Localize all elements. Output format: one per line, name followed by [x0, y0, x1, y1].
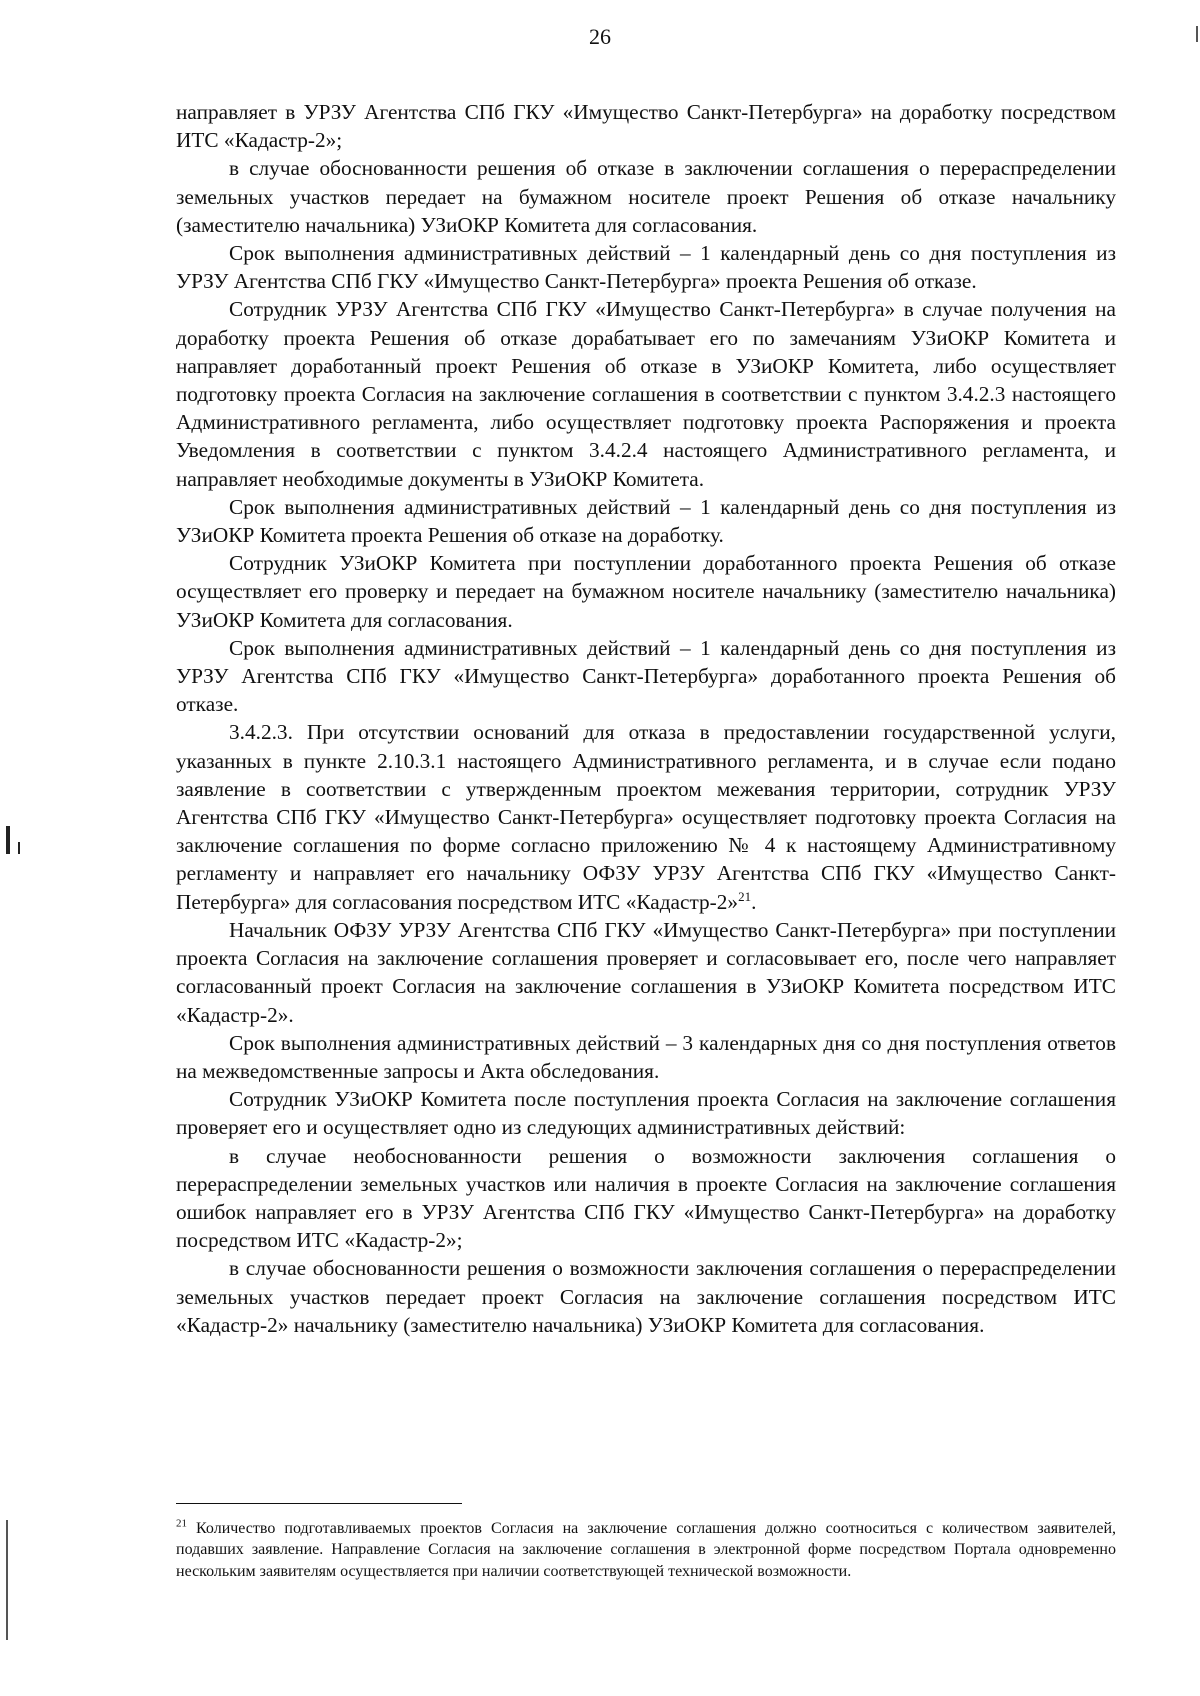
- footnote-reference: 21: [738, 888, 752, 904]
- paragraph: Срок выполнения административных действий – 3 календарных дня со дня поступления ответов на межведомственные запросы и Акта обследования.: [176, 1030, 1116, 1083]
- footnote-number: 21: [176, 1517, 187, 1530]
- scan-mark-left-bottom: [6, 1520, 8, 1640]
- footnote-text: Количество подготавливаемых проектов Согласия на заключение соглашения должно соотноситься с количеством заявителей, подавших заявление. Направление Согласия на заключение соглашения в электронной форме посредством Портала одновременно нескольким заявителям осуществляется при наличии соответствующей технической возможности.: [176, 1520, 1116, 1580]
- footnote: [176, 1518, 1116, 1582]
- paragraph: Сотрудник УРЗУ Агентства СПб ГКУ «Имущество Санкт-Петербурга» в случае получения на доработку проекта Решения об отказе дорабатывает его по замечаниям УЗиОКР Комитета и направляет доработанный проект Решения об отказе в УЗиОКР Комитета, либо осуществляет подготовку проекта Согласия на заключение соглашения в соответствии с пунктом 3.4.2.3 настоящего Административного регламента, либо осуществляет подготовку проекта Распоряжения и проекта Уведомления в соответствии с пунктом 3.4.2.4 настоящего Административного регламента, и направляет необходимые документы в УЗиОКР Комитета.: [176, 297, 1116, 491]
- page-number: 26: [589, 24, 611, 49]
- paragraph: в случае обоснованности решения о возможности заключения соглашения о перераспределении земельных участков передает проект Согласия на заключение соглашения посредством ИТС «Кадастр-2» начальнику (заместителю начальника) УЗиОКР Комитета для согласования.: [176, 1256, 1116, 1337]
- paragraph-text: 3.4.2.3. При отсутствии оснований для отказа в предоставлении государственной услуги, указанных в пункте 2.10.3.1 настоящего Административного регламента, и в случае если подано заявление в соответствии с утвержденным проектом межевания территории, сотрудник УРЗУ Агентства СПб ГКУ «Имущество Санкт-Петербурга» осуществляет подготовку проекта Согласия на заключение соглашения по форме согласно приложению № 4 к настоящему Административному регламенту и направляет его начальнику ОФЗУ УРЗУ Агентства СПб ГКУ «Имущество Санкт-Петербурга» для согласования посредством ИТС «Кадастр-2»: [176, 720, 1116, 914]
- paragraph: Срок выполнения административных действий – 1 календарный день со дня поступления из УЗиОКР Комитета проекта Решения об отказе на доработку.: [176, 494, 1116, 548]
- paragraph: направляет в УРЗУ Агентства СПб ГКУ «Имущество Санкт-Петербурга» на доработку посредством ИТС «Кадастр-2»;: [176, 100, 1116, 153]
- scan-mark-left: [6, 826, 10, 854]
- paragraph: Начальник ОФЗУ УРЗУ Агентства СПб ГКУ «Имущество Санкт-Петербурга» при поступлении проекта Согласия на заключение соглашения проверяет и согласовывает его, после чего направляет согласованный проект Согласия на заключение соглашения в УЗиОКР Комитета посредством ИТС «Кадастр-2».: [176, 917, 1116, 1027]
- paragraph-with-footnote-ref: [176, 718, 1116, 915]
- paragraph: в случае обоснованности решения об отказе в заключении соглашения о перераспределении земельных участков передает на бумажном носителе проект Решения об отказе начальнику (заместителю начальника) УЗиОКР Комитета для согласования.: [176, 156, 1116, 237]
- paragraph: Сотрудник УЗиОКР Комитета после поступления проекта Согласия на заключение соглашения проверяет его и осуществляет одно из следующих административных действий:: [176, 1087, 1116, 1140]
- scan-mark-left-small: [18, 842, 20, 854]
- main-text: [176, 98, 1116, 1339]
- paragraph-end-punctuation: .: [751, 889, 757, 914]
- paragraph: Срок выполнения административных действий – 1 календарный день со дня поступления из УРЗУ Агентства СПб ГКУ «Имущество Санкт-Петербурга» доработанного проекта Решения об отказе.: [176, 635, 1116, 717]
- footnote-separator: [176, 1503, 462, 1504]
- scan-mark-right-top: [1196, 26, 1198, 42]
- paragraph: в случае необоснованности решения о возможности заключения соглашения о перераспределении земельных участков или наличия в проекте Согласия на заключение соглашения ошибок направляет его в УРЗУ Агентства СПб ГКУ «Имущество Санкт-Петербурга» на доработку посредством ИТС «Кадастр-2»;: [176, 1143, 1116, 1253]
- paragraph: Срок выполнения административных действий – 1 календарный день со дня поступления из УРЗУ Агентства СПб ГКУ «Имущество Санкт-Петербурга» проекта Решения об отказе.: [176, 241, 1116, 294]
- paragraph: Сотрудник УЗиОКР Комитета при поступлении доработанного проекта Решения об отказе осуществляет его проверку и передает на бумажном носителе начальнику (заместителю начальника) УЗиОКР Комитета для согласования.: [176, 551, 1116, 632]
